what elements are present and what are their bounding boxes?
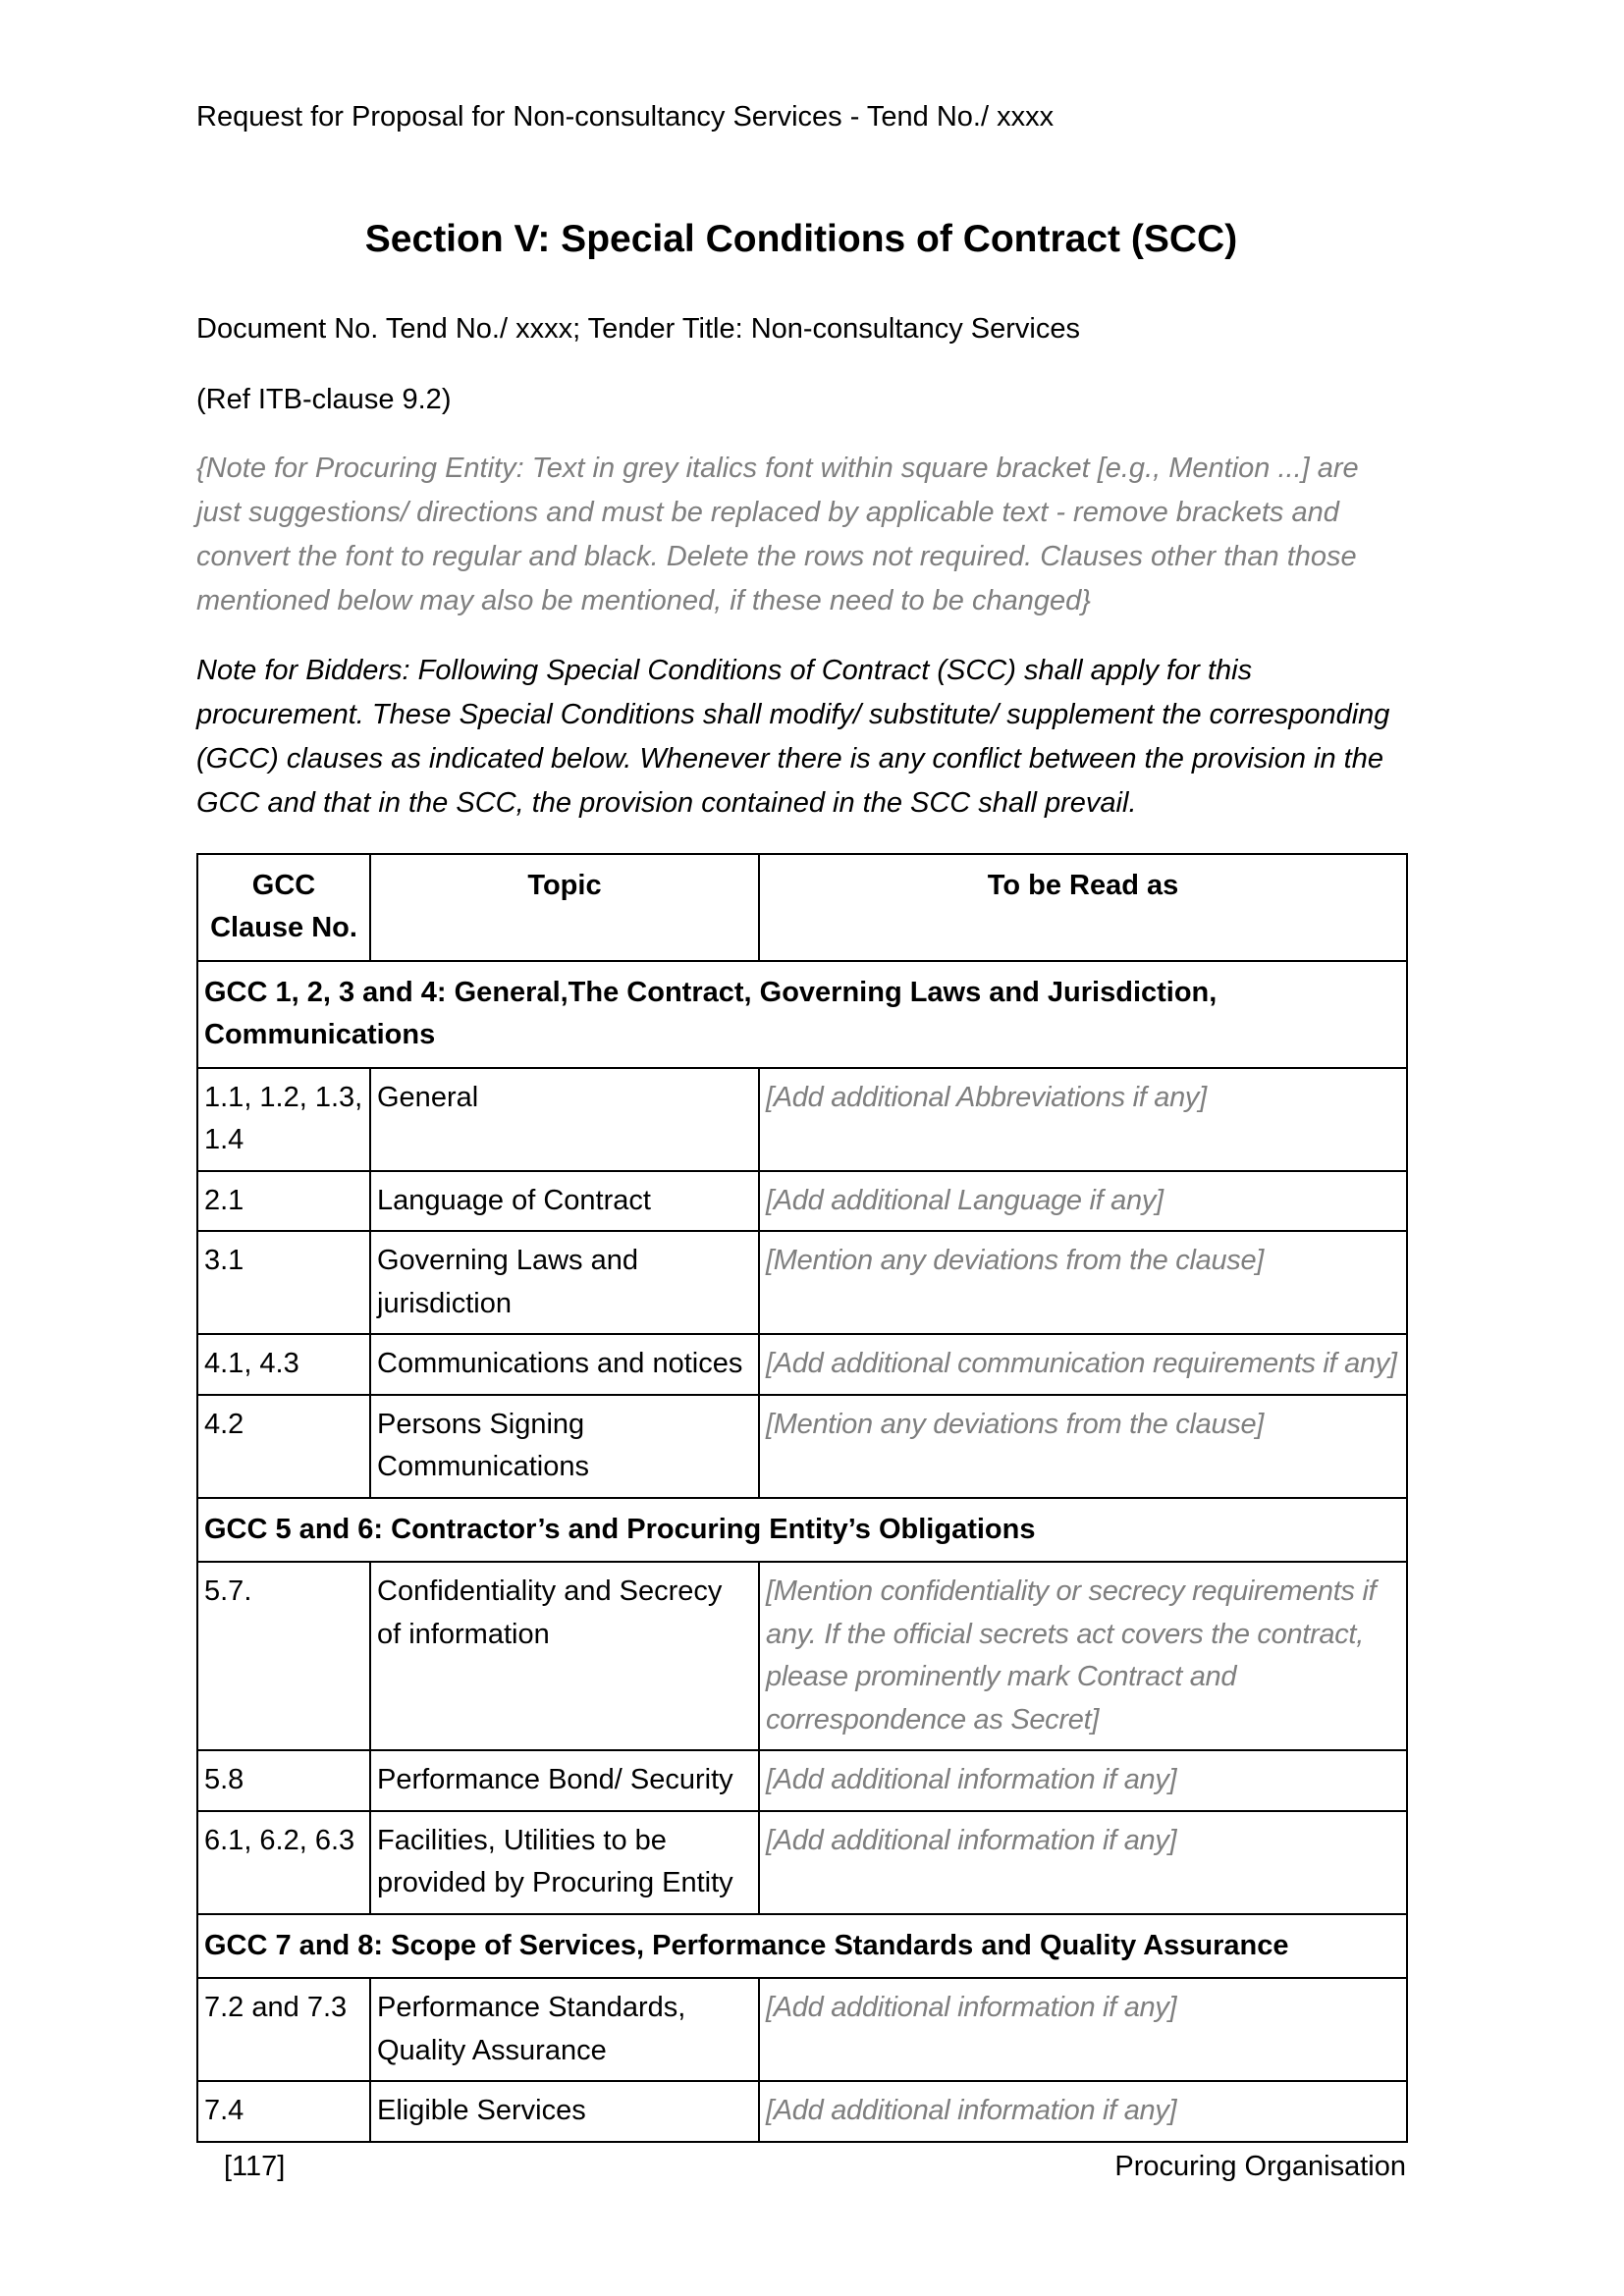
read-as-cell: [Mention confidentiality or secrecy requirements if any. If the official secrets act covers the contract, please prominently mark Contract and correspondence as Secret] [759, 1562, 1407, 1750]
table-row [197, 1978, 1407, 2081]
scc-table [196, 853, 1408, 2143]
note-procuring-entity: {Note for Procuring Entity: Text in grey italics font within square bracket [e.g., Mention ...] are just suggestions/ directions and must be replaced by applicable text - remove brackets and convert the font to regular and black. Delete the rows not required. Clauses other than those mentioned below may also be mentioned, if these need to be changed} [196, 453, 1359, 616]
table-row [197, 1231, 1407, 1334]
read-as-cell: [Add additional information if any] [759, 2081, 1407, 2142]
read-as-cell: [Add additional Language if any] [759, 1171, 1407, 1232]
table-row [197, 1750, 1407, 1811]
topic-cell: Governing Laws and jurisdiction [370, 1231, 759, 1334]
clause-cell: 7.2 and 7.3 [197, 1978, 370, 2081]
running-header: Request for Proposal for Non-consultancy Services - Tend No./ xxxx [196, 101, 1055, 133]
table-row [197, 1562, 1407, 1750]
footer-page-number: [117] [224, 2151, 286, 2182]
note-bidders: Note for Bidders: Following Special Conditions of Contract (SCC) shall apply for this procurement. These Special Conditions shall modify/ substitute/ supplement the corresponding (GCC) clauses as indicated below. Whenever there is any conflict between the provision in the GCC and that in the SCC, the provision contained in the SCC shall prevail. [196, 654, 1390, 819]
table-section-row [197, 961, 1407, 1068]
topic-cell: Facilities, Utilities to be provided by Procuring Entity [370, 1811, 759, 1914]
section-label: GCC 7 and 8: Scope of Services, Performance Standards and Quality Assurance [197, 1914, 1407, 1979]
col-header-topic: Topic [370, 854, 759, 961]
page-footer [196, 2146, 1406, 2189]
read-as-cell: [Add additional communication requirements if any] [759, 1334, 1407, 1395]
table-row [197, 1171, 1407, 1232]
clause-cell: 5.8 [197, 1750, 370, 1811]
clause-cell: 4.2 [197, 1395, 370, 1498]
topic-cell: Persons Signing Communications [370, 1395, 759, 1498]
section-label: GCC 5 and 6: Contractor’s and Procuring Entity’s Obligations [197, 1498, 1407, 1563]
topic-cell: Eligible Services [370, 2081, 759, 2142]
clause-cell: 6.1, 6.2, 6.3 [197, 1811, 370, 1914]
clause-cell: 1.1, 1.2, 1.3, 1.4 [197, 1068, 370, 1171]
topic-cell: General [370, 1068, 759, 1171]
topic-cell: Communications and notices [370, 1334, 759, 1395]
read-as-cell: [Mention any deviations from the clause] [759, 1231, 1407, 1334]
read-as-cell: [Mention any deviations from the clause] [759, 1395, 1407, 1498]
topic-cell: Performance Bond/ Security [370, 1750, 759, 1811]
read-as-cell: [Add additional information if any] [759, 1811, 1407, 1914]
table-section-row [197, 1498, 1407, 1563]
table-row [197, 1811, 1407, 1914]
col-header-to-be-read-as: To be Read as [759, 854, 1407, 961]
clause-cell: 4.1, 4.3 [197, 1334, 370, 1395]
footer-organisation: Procuring Organisation [1114, 2151, 1406, 2182]
section-label: GCC 1, 2, 3 and 4: General,The Contract, Governing Laws and Jurisdiction, Communications [197, 961, 1407, 1068]
table-row [197, 1068, 1407, 1171]
col-header-gcc-clause-no: GCC Clause No. [197, 854, 370, 961]
clause-cell: 7.4 [197, 2081, 370, 2142]
ref-clause-line: (Ref ITB-clause 9.2) [196, 383, 452, 415]
read-as-cell: [Add additional information if any] [759, 1978, 1407, 2081]
document-number-line: Document No. Tend No./ xxxx; Tender Title: Non-consultancy Services [196, 313, 1080, 346]
read-as-cell: [Add additional information if any] [759, 1750, 1407, 1811]
page-title: Section V: Special Conditions of Contract (SCC) [364, 217, 1238, 260]
topic-cell: Performance Standards, Quality Assurance [370, 1978, 759, 2081]
topic-cell: Confidentiality and Secrecy of information [370, 1562, 759, 1750]
table-row [197, 1334, 1407, 1395]
table-section-row [197, 1914, 1407, 1979]
table-row [197, 2081, 1407, 2142]
clause-cell: 5.7. [197, 1562, 370, 1750]
clause-cell: 3.1 [197, 1231, 370, 1334]
table-row [197, 1395, 1407, 1498]
table-header-row [197, 854, 1407, 961]
topic-cell: Language of Contract [370, 1171, 759, 1232]
clause-cell: 2.1 [197, 1171, 370, 1232]
read-as-cell: [Add additional Abbreviations if any] [759, 1068, 1407, 1171]
